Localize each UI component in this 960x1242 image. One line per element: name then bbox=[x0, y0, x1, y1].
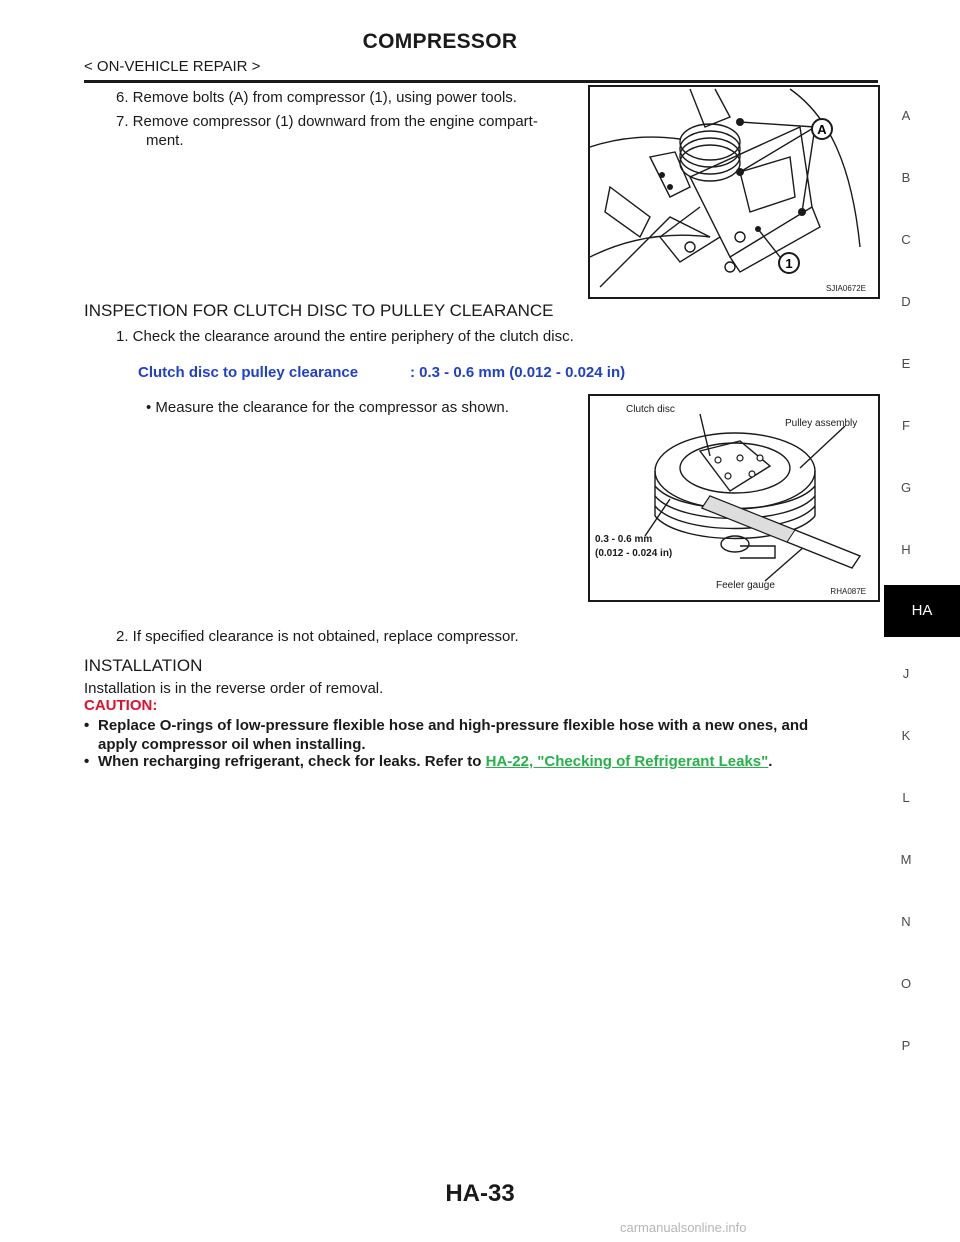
inspection-step-1: 1. Check the clearance around the entire periphery of the clutch disc. bbox=[116, 328, 574, 345]
side-index-j[interactable]: J bbox=[902, 666, 910, 681]
side-index-f[interactable]: F bbox=[902, 418, 910, 433]
refrigerant-leaks-link[interactable]: HA-22, "Checking of Refrigerant Leaks" bbox=[485, 753, 769, 770]
watermark: carmanualsonline.info bbox=[620, 1220, 747, 1235]
bullet-dot: • bbox=[146, 399, 156, 416]
label-clearance-in: (0.012 - 0.024 in) bbox=[595, 548, 673, 559]
installation-heading: INSTALLATION bbox=[84, 656, 203, 675]
side-index-a[interactable]: A bbox=[901, 108, 911, 123]
inspection-heading: INSPECTION FOR CLUTCH DISC TO PULLEY CLEARANCE bbox=[84, 301, 554, 320]
inspection-bullet bbox=[146, 398, 509, 417]
side-index-b[interactable]: B bbox=[901, 170, 911, 185]
side-index-e[interactable]: E bbox=[901, 356, 911, 371]
spec-label: Clutch disc to pulley clearance bbox=[138, 364, 359, 381]
label-clutch-disc: Clutch disc bbox=[626, 404, 675, 415]
side-index-k[interactable]: K bbox=[901, 728, 911, 743]
spec-value: : 0.3 - 0.6 mm (0.012 - 0.024 in) bbox=[410, 364, 626, 381]
inspection-step-2: 2. If specified clearance is not obtained, replace compressor. bbox=[116, 628, 519, 645]
side-index-g[interactable]: G bbox=[900, 480, 912, 495]
inspection-bullet-text: Measure the clearance for the compressor as shown. bbox=[155, 399, 509, 416]
caution-bullet-2-end: . bbox=[768, 753, 773, 770]
side-index-d[interactable]: D bbox=[901, 294, 911, 309]
caution-bullet-1-line-1: Replace O-rings of low-pressure flexible hose and high-pressure flexible hose with a new ones, and bbox=[98, 717, 809, 734]
side-index-ha-active[interactable]: HA bbox=[884, 585, 960, 637]
side-index-p[interactable]: P bbox=[901, 1038, 911, 1053]
page-number: HA-33 bbox=[445, 1180, 515, 1207]
caution-bullet-1-line-2: apply compressor oil when installing. bbox=[98, 736, 366, 753]
step-7-line-2: ment. bbox=[146, 132, 184, 149]
step-6: 6. Remove bolts (A) from compressor (1), using power tools. bbox=[116, 89, 517, 106]
label-pulley-assembly: Pulley assembly bbox=[785, 418, 858, 429]
page-title: COMPRESSOR bbox=[362, 30, 518, 53]
callout-1: 1 bbox=[785, 256, 793, 271]
figure-id: SJIA0672E bbox=[825, 284, 866, 293]
header-rule bbox=[84, 80, 878, 83]
side-index-n[interactable]: N bbox=[901, 914, 911, 929]
compressor-illustration bbox=[590, 87, 878, 297]
compressor-figure bbox=[588, 85, 880, 299]
caution-bullet-2 bbox=[84, 752, 884, 771]
side-index-o[interactable]: O bbox=[900, 976, 912, 991]
clutch-clearance-figure bbox=[588, 394, 880, 602]
label-clearance-mm: 0.3 - 0.6 mm bbox=[595, 534, 653, 545]
clutch-clearance-illustration bbox=[590, 396, 878, 600]
side-index-c[interactable]: C bbox=[901, 232, 911, 247]
caution-bullet-1 bbox=[84, 716, 884, 754]
label-feeler-gauge: Feeler gauge bbox=[716, 580, 775, 591]
bullet-dot: • bbox=[84, 753, 90, 770]
side-index-m[interactable]: M bbox=[900, 852, 912, 867]
section-subtitle: < ON-VEHICLE REPAIR > bbox=[84, 58, 261, 75]
caution-bullet-2-text: When recharging refrigerant, check for leaks. Refer to bbox=[98, 753, 482, 770]
step-7-line-1: 7. Remove compressor (1) downward from the engine compart- bbox=[116, 113, 538, 130]
caution-label: CAUTION: bbox=[84, 697, 158, 714]
installation-text: Installation is in the reverse order of removal. bbox=[84, 680, 384, 697]
figure-id: RHA087E bbox=[830, 587, 866, 596]
bullet-dot: • bbox=[84, 717, 90, 734]
side-index-l[interactable]: L bbox=[902, 790, 910, 805]
callout-a: A bbox=[817, 122, 827, 137]
side-index-h[interactable]: H bbox=[901, 542, 911, 557]
